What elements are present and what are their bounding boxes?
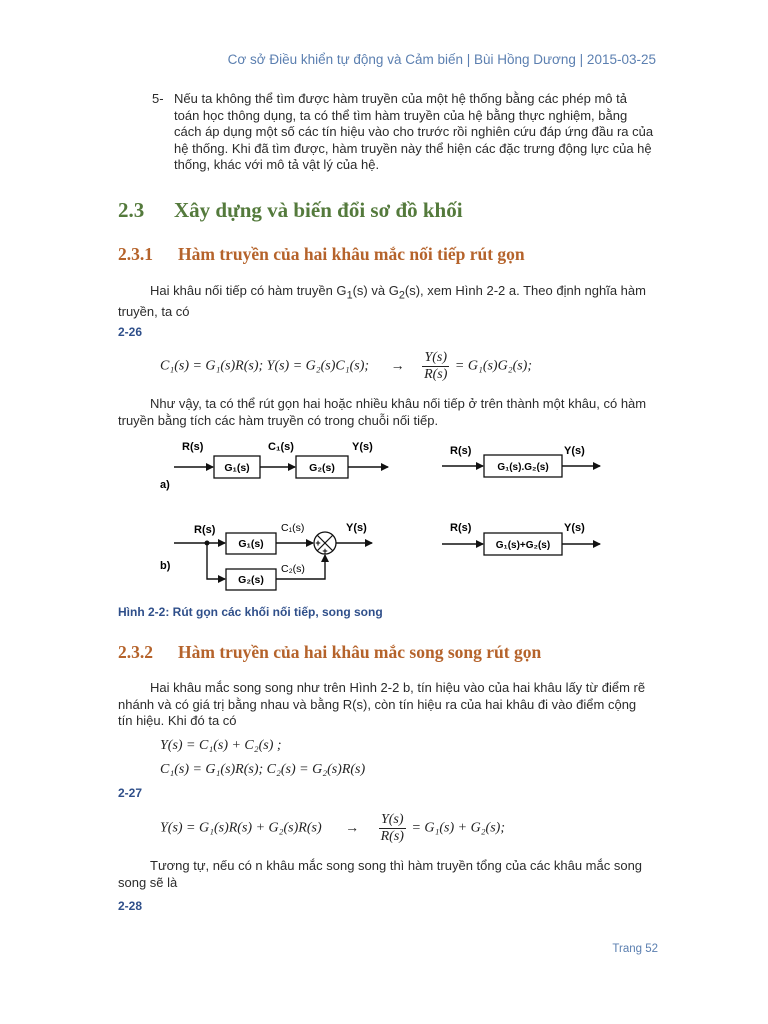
equation-part: = G₁(s)G₂(s);: [454, 358, 532, 374]
paragraph-line: Hai khâu mắc song song như trên Hình 2-2 b, tín hiệu vào của hai khâu lấy từ điểm rẽ: [150, 680, 646, 695]
signal-label-r: R(s): [182, 441, 204, 453]
block-label-g2: G₂(s): [238, 574, 264, 586]
block-label-g1: G₁(s): [238, 538, 264, 550]
text-run: (s) và G: [352, 283, 399, 298]
diagram-b-label: b): [160, 560, 171, 572]
arrow-symbol: →: [390, 358, 405, 374]
block-label-product: G₁(s).G₂(s): [497, 462, 549, 473]
text-run: (s), xem Hình 2-2 a. Theo định nghĩa hàm: [404, 283, 646, 298]
figure-caption: Hình 2-2: Rút gọn các khối nối tiếp, song song: [118, 605, 383, 619]
signal-label-r: R(s): [194, 524, 216, 536]
equation-part: Y(s) = G₁(s)R(s) + G₂(s)R(s): [160, 820, 322, 836]
section-title: Xây dựng và biến đổi sơ đồ khối: [174, 198, 463, 222]
signal-arrow: [207, 543, 225, 579]
denominator: R(s): [380, 829, 404, 844]
equation-y-sum: Y(s) = C₁(s) + C₂(s) ;: [160, 738, 282, 753]
equation-label: 2-26: [118, 325, 143, 339]
block-label-g1: G₁(s): [224, 462, 250, 474]
denominator: R(s): [424, 367, 448, 382]
equation-label: 2-28: [118, 899, 143, 913]
section-heading: [118, 198, 463, 223]
diagram-a-reduced: [442, 445, 600, 477]
block-label-sum: G₁(s)+G₂(s): [495, 540, 551, 551]
page-number: Trang 52: [612, 943, 658, 955]
signal-label-c2: C₂(s): [281, 563, 305, 575]
running-header: Cơ sở Điều khiển tự động và Cảm biến | Bùi Hồng Dương | 2015-03-25: [227, 52, 656, 67]
subsection-number: 2.3.2: [118, 642, 153, 662]
paragraph-line: tín hiệu. Khi đó ta có: [118, 713, 237, 728]
diagram-b-parallel: [160, 522, 372, 590]
equation-c-definitions: C₁(s) = G₁(s)R(s); C₂(s) = G₂(s)R(s): [160, 762, 366, 777]
paragraph-line: song sẽ là: [118, 874, 178, 890]
diagram-a-label: a): [160, 479, 170, 491]
subscript: 2: [398, 289, 405, 302]
list-item-line: hệ thống. Khi đã tìm được, hàm truyền này thể hiện các đặc trưng động lực của hệ: [174, 140, 652, 156]
paragraph-line: truyền, ta có: [118, 304, 190, 320]
plus-sign: +: [322, 546, 328, 556]
signal-label-y: Y(s): [346, 522, 367, 534]
text-run: Hai khâu nối tiếp có hàm truyền G: [150, 283, 347, 298]
plus-sign: +: [315, 538, 321, 548]
signal-label-y: Y(s): [564, 445, 585, 457]
paragraph-series: [118, 283, 658, 321]
paragraph-line: Như vậy, ta có thể rút gọn hai hoặc nhiều khâu nối tiếp ở trên thành một khâu, có hàm: [150, 396, 647, 411]
fraction: [379, 812, 406, 845]
arrow-symbol: →: [345, 820, 360, 836]
subsection-title: Hàm truyền của hai khâu mắc nối tiếp rút gọn: [178, 244, 525, 264]
diagram-a-series: [160, 441, 388, 491]
equation-2-26: [160, 350, 532, 383]
paragraph-line: nhánh và có giá trị bằng nhau và bằng R(s), còn tín hiệu ra của hai khâu đi vào điểm cộng: [118, 696, 637, 712]
subsection-number: 2.3.1: [118, 244, 153, 264]
paragraph-line: Tương tự, nếu có n khâu mắc song song thì hàm truyền tổng của các khâu mắc song: [150, 858, 643, 873]
paragraph-line: truyền bằng tích các hàm truyền có trong chuỗi nối tiếp.: [118, 412, 439, 428]
paragraph-parallel: [118, 680, 658, 730]
subsection-title: Hàm truyền của hai khâu mắc song song rút gọn: [178, 642, 542, 662]
list-item-line: Nếu ta không thể tìm được hàm truyền của một hệ thống bằng các phép mô tả: [174, 91, 627, 106]
paragraph-summary: [118, 396, 658, 429]
equation-2-27: [160, 812, 505, 845]
numerator: Y(s): [379, 812, 406, 829]
list-item-line: thống, khác với mô tả vật lý của hệ.: [174, 157, 380, 172]
subsection-heading-2: [118, 642, 541, 663]
equation-part: = G₁(s) + G₂(s);: [411, 820, 505, 836]
paragraph-line: [118, 283, 658, 304]
equation-label: 2-27: [118, 786, 143, 800]
section-number: 2.3: [118, 198, 145, 222]
signal-label-y: Y(s): [352, 441, 373, 453]
list-item-line: cách áp dụng một số các tín hiệu vào cho trước rồi nghiên cứu đáp ứng đầu ra của: [174, 124, 654, 139]
numerator: Y(s): [422, 350, 449, 367]
block-label-g2: G₂(s): [309, 462, 335, 474]
equation-part: C₁(s) = G₁(s)R(s); Y(s) = G₂(s)C₁(s);: [160, 358, 370, 374]
block-diagram-figure: [150, 432, 620, 602]
list-item-line: toán học thông dụng, ta có thể tìm hàm truyền của hệ bằng thực nghiệm, bằng: [174, 107, 628, 123]
list-item-5: [152, 91, 658, 174]
signal-label-y: Y(s): [564, 522, 585, 534]
signal-label-r: R(s): [450, 522, 472, 534]
signal-label-c1: C₁(s): [268, 441, 294, 453]
list-item-text: [174, 91, 658, 174]
subsection-heading-1: [118, 244, 525, 265]
signal-label-r: R(s): [450, 445, 472, 457]
paragraph-n-parallel: [118, 858, 658, 891]
subscript: 1: [346, 289, 353, 302]
diagram-b-reduced: [442, 522, 600, 555]
signal-label-c1: C₁(s): [281, 522, 305, 534]
list-item-number: 5-: [152, 91, 164, 106]
fraction: [422, 350, 449, 383]
